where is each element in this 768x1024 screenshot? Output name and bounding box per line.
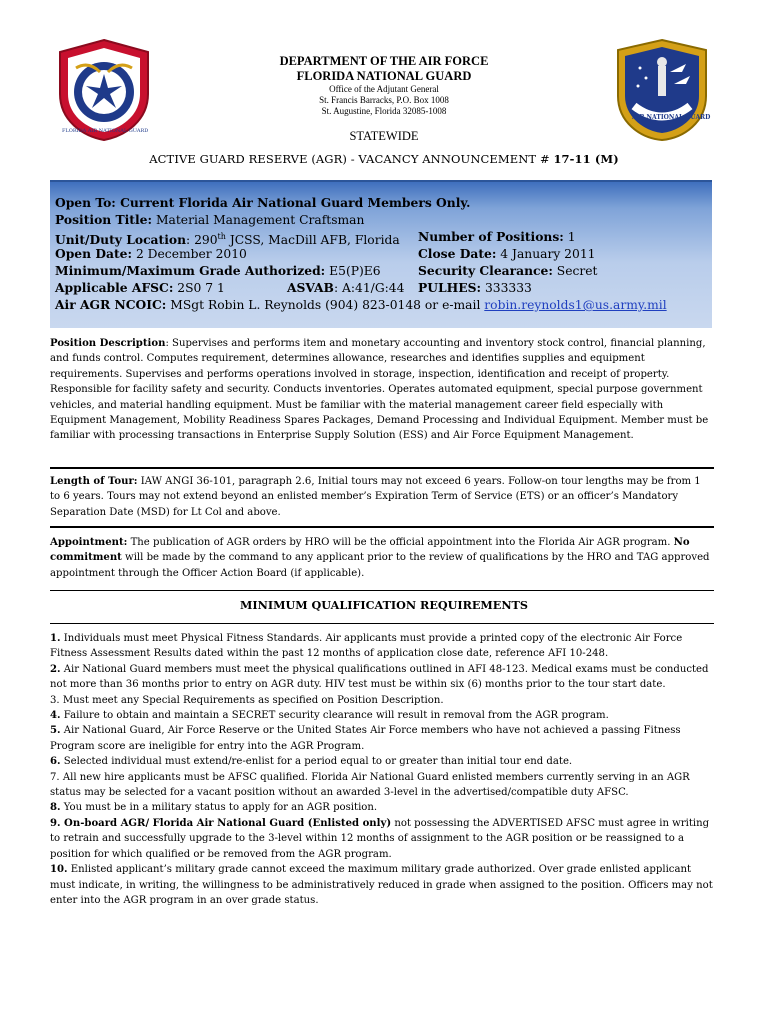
item-text: Enlisted applicant’s military grade cannot exceed the maximum military grade authorized. Over grade enlisted applicant must indicate, in writing, the willingness to be administratively reduced in grade when assigned to the position. Officers may not enter into the AGR program in an over grade status.: [50, 864, 713, 906]
position-title-label: Position Title:: [55, 212, 153, 227]
list-item: [50, 723, 714, 754]
announcement-number: 17-11 (M): [553, 152, 619, 166]
list-item: [50, 708, 714, 723]
item-number: 1.: [50, 633, 61, 644]
item-text: Failure to obtain and maintain a SECRET security clearance will result in removal from the AGR program.: [60, 710, 609, 722]
item-text: Air National Guard members must meet the physical qualifications outlined in AFI 48-123. Medical exams must be conducted not more than 36 months prior to entry on AGR duty. HIV test must be within six (6) months prior to the tour start date.: [50, 663, 709, 691]
afsc-label: Applicable AFSC:: [55, 280, 174, 295]
list-item: [50, 816, 714, 862]
list-item: [50, 754, 714, 769]
list-item: [50, 693, 714, 708]
open-to: Open To: Current Florida Air National Guard Members Only.: [55, 195, 471, 210]
afsc-value: 2S0 7 1: [173, 281, 225, 295]
positions-value: 1: [563, 230, 576, 244]
grade-label: Minimum/Maximum Grade Authorized:: [55, 263, 326, 278]
pulhes-label: PULHES:: [418, 280, 482, 295]
appointment-bold: No commitment: [50, 537, 690, 564]
divider: [50, 526, 714, 528]
pulhes-value: 333333: [481, 281, 532, 295]
asvab-value: : A:41/G:44: [333, 281, 405, 295]
item-number: 8.: [50, 802, 61, 814]
address-line-1: St. Francis Barracks, P.O. Box 1008: [319, 95, 449, 105]
item-number: 7.: [50, 771, 60, 783]
item-text: not possessing the ADVERTISED AFSC must agree in writing to retrain and successfully upgrade to the 3-level within 12 months of assignment to the AGR position or be reassigned to a position for which qualified or be removed from the AGR program.: [50, 817, 710, 860]
department-name: DEPARTMENT OF THE AIR FORCE: [279, 54, 489, 68]
clearance-label: Security Clearance:: [418, 263, 553, 278]
letterhead-text: [180, 54, 588, 117]
item-number: 2.: [50, 663, 61, 675]
close-date-label: Close Date:: [418, 246, 497, 261]
item-number: 10.: [50, 864, 68, 876]
letterhead: [0, 0, 768, 178]
office-name: Office of the Adjutant General: [329, 84, 439, 94]
item-text: Selected individual must extend/re-enlist for a period equal to or greater than initial tour end date.: [60, 756, 573, 768]
ncoic-label: Air AGR NCOIC:: [55, 297, 167, 312]
unit-value-pre: : 290: [186, 233, 218, 248]
unit-label: Unit/Duty Location: [55, 232, 187, 248]
min-qual-title: MINIMUM QUALIFICATION REQUIREMENTS: [240, 598, 528, 612]
positions-label: Number of Positions:: [418, 229, 564, 244]
announcement-title: [0, 152, 768, 166]
unit-value-sup: th: [217, 232, 226, 241]
item-text: All new hire applicants must be AFSC qualified. Florida Air National Guard enlisted members currently serving in an AGR status may be selected for a vacant position without an awarded 3-level in the advertised/compatible duty AFSC.: [50, 771, 690, 799]
close-date-value: 4 January 2011: [496, 247, 596, 261]
appointment: [50, 535, 714, 581]
list-item: [50, 631, 714, 662]
item-text: Individuals must meet Physical Fitness Standards. Air applicants must provide a printed copy of the electronic Air Force Fitness Assessment Results dated within the past 12 months of application close date, reference AFI 10-248.: [50, 633, 683, 660]
item-number: 6.: [50, 756, 61, 768]
length-of-tour-text: IAW ANGI 36-101, paragraph 2.6, Initial tours may not exceed 6 years. Follow-on tour lengths may be from 1 to 6 years. Tours may not extend beyond an enlisted member’s Expiration Term of Service (ETS) or an officer’s Mandatory Separation Date (MSD) for Lt Col and above.: [50, 476, 701, 518]
left-seal-text: FLORIDA AIR NATIONAL GUARD: [62, 128, 149, 134]
florida-air-national-guard-seal: [56, 38, 152, 142]
divider: [50, 623, 714, 624]
item-number: 3.: [50, 694, 60, 706]
appointment-text-2: will be made by the command to any applicant prior to the review of qualifications by the HRO and TAG approved appointment through the Officer Action Board (if applicable).: [50, 552, 710, 579]
item-number: 4.: [50, 710, 61, 722]
position-title-value: Material Management Craftsman: [152, 213, 365, 227]
position-description-label: Position Description: [50, 338, 166, 349]
appointment-label: Appointment:: [50, 537, 128, 548]
length-of-tour-label: Length of Tour:: [50, 476, 138, 487]
list-item: [50, 800, 714, 815]
open-date-value: 2 December 2010: [132, 247, 247, 261]
clearance-value: Secret: [552, 264, 598, 278]
right-seal-text: AIR NATIONAL GUARD: [632, 114, 711, 121]
item-text: Must meet any Special Requirements as specified on Position Description.: [59, 694, 444, 706]
statewide-label: STATEWIDE: [349, 129, 419, 143]
divider: [50, 467, 714, 469]
item-text: Air National Guard, Air Force Reserve or the United States Air Force members who have not achieved a passing Fitness Program score are ineligible for entry into the AGR Program.: [50, 725, 681, 752]
summary-content: [55, 194, 705, 313]
length-of-tour: [50, 474, 714, 520]
open-date-label: Open Date:: [55, 246, 133, 261]
item-number: 5.: [50, 725, 61, 737]
item-number: 9.: [50, 817, 61, 829]
item-text: You must be in a military status to apply for an AGR position.: [60, 802, 378, 814]
divider: [50, 590, 714, 591]
list-item: [50, 862, 714, 908]
announcement-prefix: ACTIVE GUARD RESERVE (AGR) - VACANCY ANNOUNCEMENT #: [149, 152, 554, 166]
list-item: [50, 662, 714, 693]
unit-value-post: JCSS, MacDill AFB, Florida: [225, 233, 400, 248]
grade-value: E5(P)E6: [325, 264, 381, 278]
address-line-2: St. Augustine, Florida 32085-1008: [321, 106, 447, 116]
guard-name: FLORIDA NATIONAL GUARD: [296, 69, 472, 83]
asvab-label: ASVAB: [287, 280, 334, 295]
list-item: [50, 770, 714, 801]
air-national-guard-seal: [612, 38, 712, 142]
ncoic-email-link[interactable]: robin.reynolds1@us.army.mil: [484, 298, 667, 312]
min-qual-list: [50, 631, 714, 908]
position-description: [50, 336, 714, 444]
item-bold: On-board AGR/ Florida Air National Guard (Enlisted only): [60, 817, 392, 829]
position-description-text: : Supervises and performs item and monetary accounting and inventory stock control, financial planning, and funds control. Computes requirement, determines allowance, researches and identifies supplies and equipment requirements. Supervises and performs operations involved in storage, inspection, identification and receipt of property. Responsible for facility safety and security. Conducts inventories. Operates automated equipment, special purpose government vehicles, and material handling equipment. Must be familiar with the material management career field especially with Equipment Management, Mobility Readiness Spares Packages, Demand Processing and Individual Equipment. Member must be familiar with processing transactions in Enterprise Supply Solution (ESS) and Air Force Equipment Management.: [50, 338, 709, 442]
ncoic-value: MSgt Robin L. Reynolds (904) 823-0148 or e-mail: [166, 298, 485, 312]
appointment-text-1: The publication of AGR orders by HRO will be the official appointment into the Florida Air AGR program.: [127, 537, 674, 548]
